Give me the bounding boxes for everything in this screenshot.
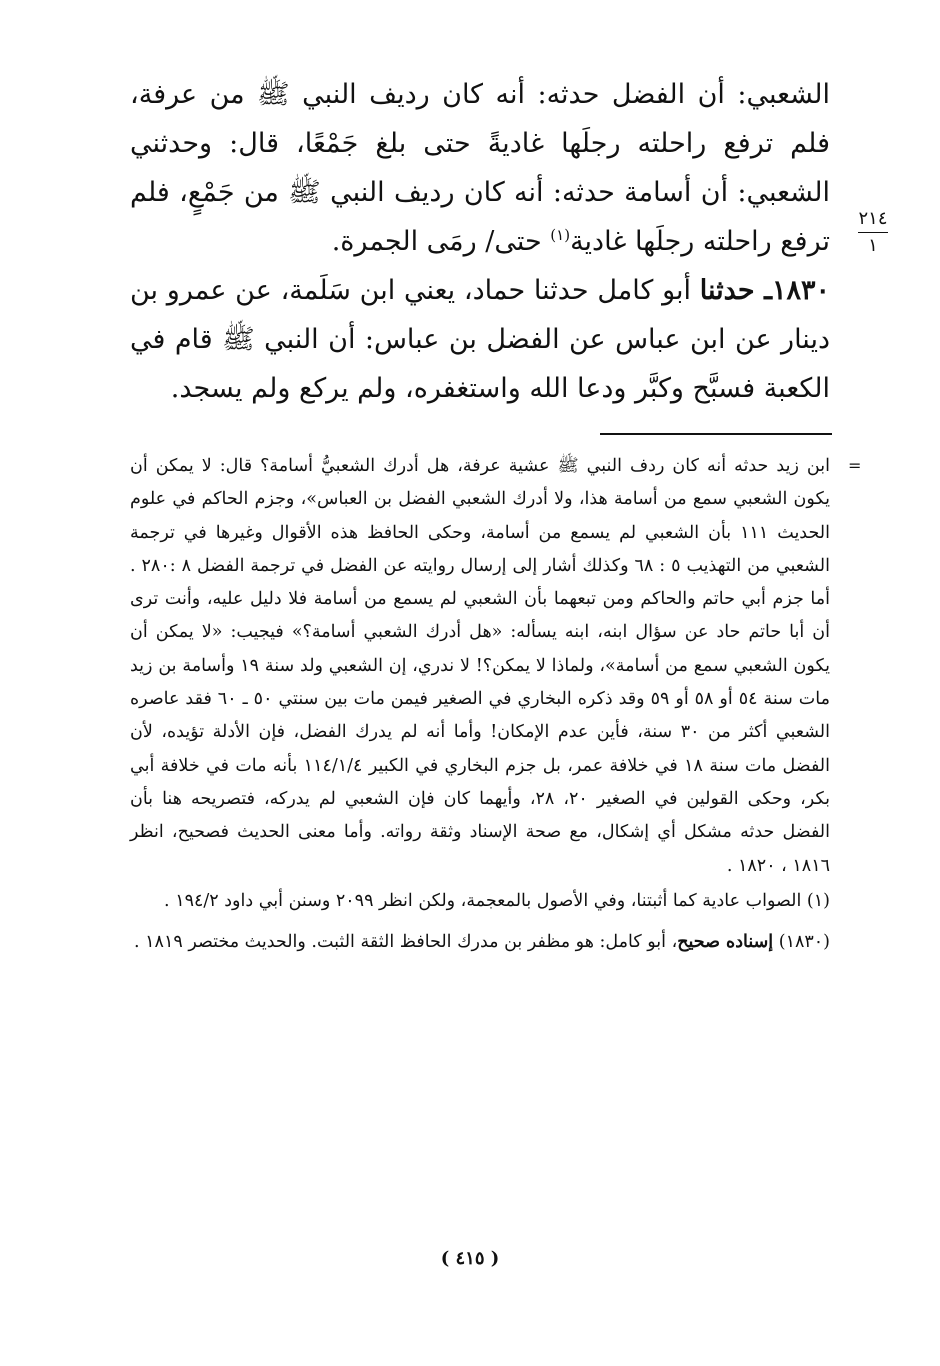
continued-note: ابن زيد حدثه أنه كان ردف النبي ﷺ عشية عرفة، هل أدرك الشعبيُّ أسامة؟ قال: لا يمكن أن يكون الشعبي سمع من أسامة هذا، ولا أدرك الشعبي الفضل بن العباس»، وجزم الحاكم في علوم الحديث ١١١ بأن الشعبي لم يسمع من أسامة، وحكى الحافظ هذه الأقوال وغيرها في ترجمة الشعبي من التهذيب ٥ : ٦٨ وكذلك أشار إلى إرسال روايته عن الفضل في ترجمة الفضل ٨ :٢٨٠ . أما جزم أبي حاتم والحاكم ومن تبعهما بأن الشعبي لم يسمع من أسامة فلا دليل عليه، وأنت ترى أن أبا حاتم حاد عن سؤال ابنه، ابنه يسأله: «هل أدرك الشعبي أسامة؟» فيجيب: «لا يمكن أن يكون الشعبي سمع من أسامة»، ولماذا لا يمكن؟! لا ندري، إن الشعبي ولد سنة ١٩ وأسامة بن زيد مات سنة ٥٤ أو ٥٨ أو ٥٩ وقد ذكره البخاري في الصغير فيمن مات بين سنتي ٥٠ ـ ٦٠ فقد عاصره الشعبي أكثر من ٣٠ سنة، فأين عدم الإمكان! وأما أنه لم يدرك الفضل، فإن الأدلة تؤيده، لأن الفضل مات سنة ١٨ في خلافة عمر، بل جزم البخاري في الكبير ١١٤/١/٤ بأنه مات في خلافة أبي بكر، وحكى القولين في الصغير ٢٠، ٢٨، وأيهما كان فإن الشعبي لم يدركه، فتصريحه هنا بأن الفضل حدثه مشكل أي إشكال، مع صحة الإسناد وثقة رواته. وأما معنى الحديث فصحيح، انظر ١٨١٦ ، ١٨٢٠ . bbox=[130, 456, 830, 876]
paragraph-2-text: أبو كامل حدثنا حماد، يعني ابن سَلَمة، عن عمرو بن دينار عن ابن عباس عن الفضل بن عباس: أن النبي ﷺ قام في الكعبة فسبَّح وكبَّر ودعا الله واستغفره، ولم يركع ولم يسجد. bbox=[130, 275, 830, 404]
footnote-hadith-1830 bbox=[130, 926, 830, 959]
paragraph-1 bbox=[130, 70, 830, 266]
margin-reference-part: ١ bbox=[868, 235, 878, 256]
page-number: ( ٤١٥ ) bbox=[440, 1248, 500, 1269]
footnote-separator bbox=[600, 433, 832, 435]
margin-reference bbox=[858, 208, 888, 257]
main-text bbox=[130, 70, 830, 413]
footnotes bbox=[130, 450, 830, 959]
footnote-1: (١) الصواب عادية كما أثبتنا، وفي الأصول بالمعجمة، ولكن انظر ٢٠٩٩ وسنن أبي داود ١٩٤/٢ . bbox=[164, 890, 830, 911]
hadith-number: ١٨٣٠ـ حدثنا bbox=[699, 275, 831, 306]
footnote-marker[interactable]: (١) bbox=[550, 226, 571, 244]
margin-reference-volume: ٢١٤ bbox=[858, 208, 888, 233]
footnote-hadith-text: ، أبو كامل: هو مظفر بن مدرك الحافظ الثقة الثبت. والحديث مختصر ١٨١٩ . bbox=[134, 932, 678, 953]
paragraph-1-text: الشعبي: أن الفضل حدثه: أنه كان رديف النبي ﷺ من عرفة، فلم ترفع راحلته رجلَها غاديةً حتى بلغ جَمْعًا، قال: وحدثني الشعبي: أن أسامة حدثه: أنه كان رديف النبي ﷺ من جَمْعٍ، فلم ترفع راحلته رجلَها غادية bbox=[130, 79, 830, 257]
paragraph-2 bbox=[130, 266, 830, 413]
paragraph-1-end: حتى/ رمَى الجمرة. bbox=[331, 226, 551, 257]
footnote-hadith-label: (١٨٣٠) bbox=[773, 932, 830, 953]
continuation-mark: = bbox=[848, 456, 862, 475]
footnote-hadith-grade: إسناده صحيح bbox=[677, 932, 774, 953]
